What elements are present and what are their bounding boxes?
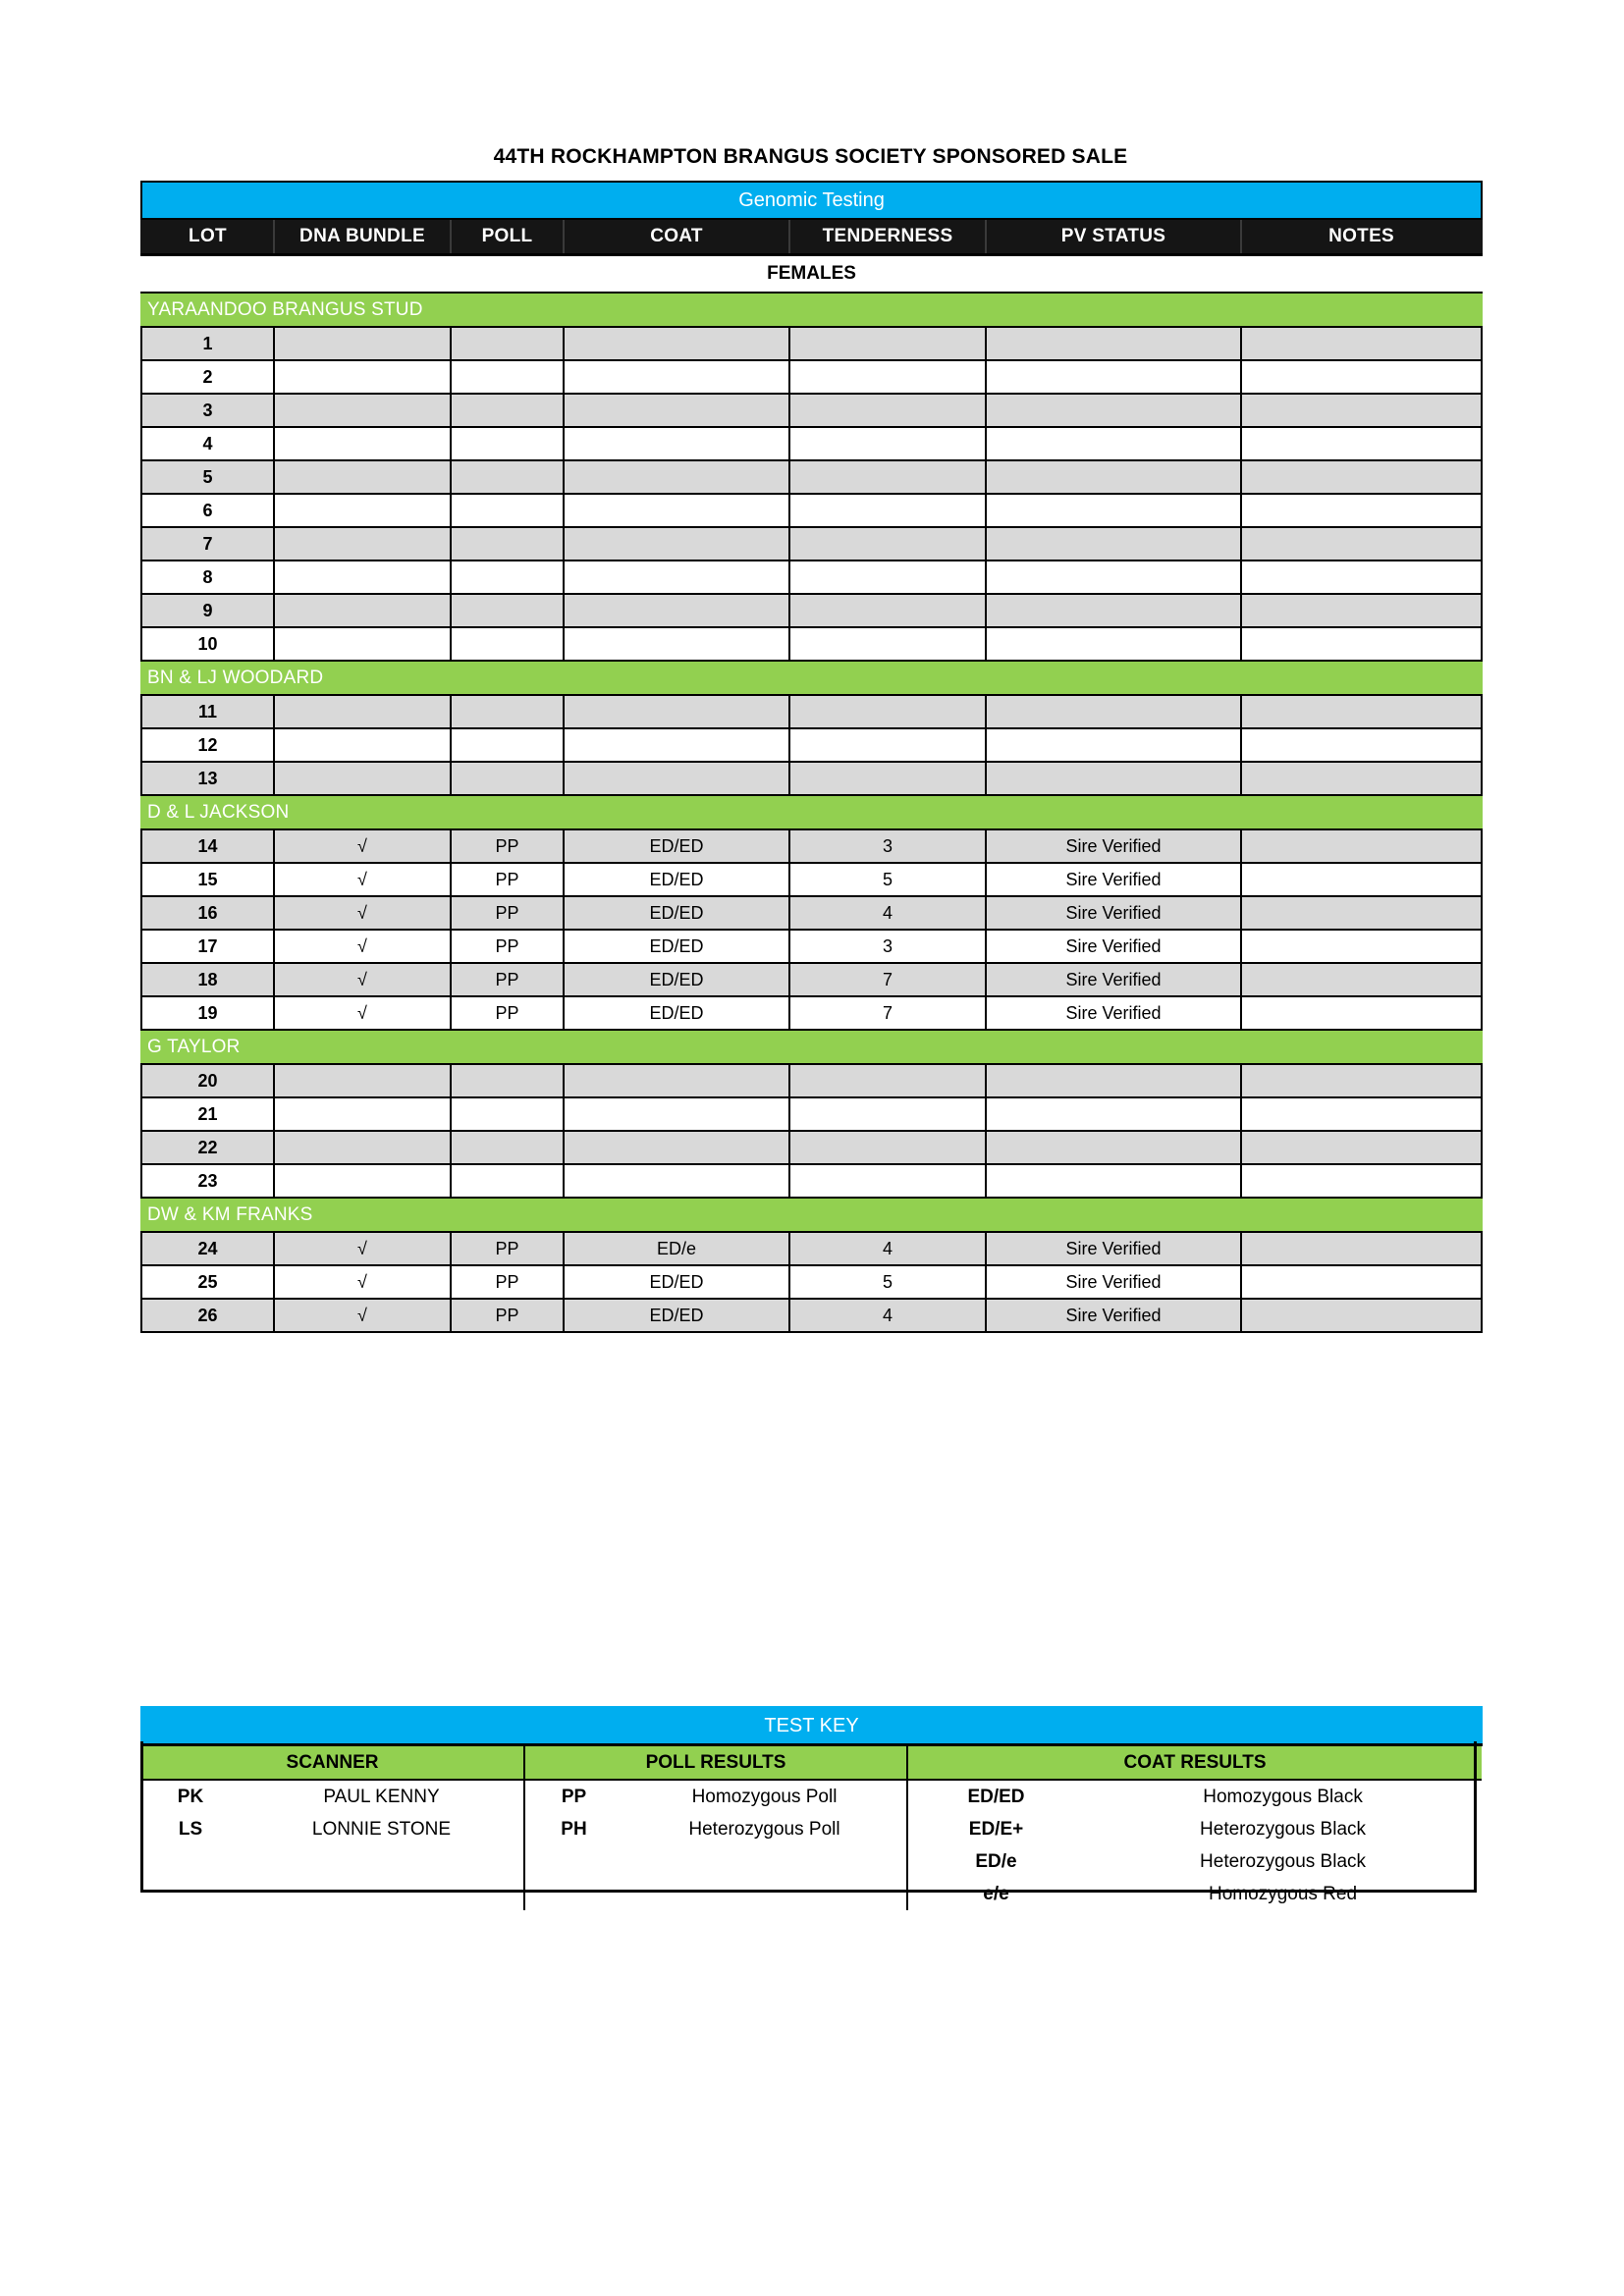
test-key-scanner-description: PAUL KENNY bbox=[240, 1780, 524, 1813]
cell-coat bbox=[564, 627, 789, 661]
vendor-header-row bbox=[141, 795, 1482, 829]
cell-dna-bundle bbox=[274, 460, 451, 494]
cell-notes bbox=[1241, 829, 1482, 863]
cell-notes bbox=[1241, 627, 1482, 661]
table-row bbox=[141, 594, 1482, 627]
column-header-poll: POLL bbox=[451, 219, 564, 255]
cell-notes bbox=[1241, 728, 1482, 762]
cell-coat bbox=[564, 1164, 789, 1198]
test-key-poll-description bbox=[623, 1878, 907, 1910]
cell-pv-status bbox=[986, 1064, 1241, 1097]
cell-tenderness bbox=[789, 762, 986, 795]
test-key-header-row bbox=[141, 1745, 1482, 1781]
test-key-coat-code: ED/E+ bbox=[907, 1813, 1084, 1845]
test-key-table bbox=[140, 1706, 1483, 1910]
cell-coat: ED/e bbox=[564, 1232, 789, 1265]
cell-poll bbox=[451, 561, 564, 594]
table-row bbox=[141, 762, 1482, 795]
cell-poll: PP bbox=[451, 863, 564, 896]
test-key-coat-description: Heterozygous Black bbox=[1084, 1813, 1482, 1845]
cell-lot: 23 bbox=[141, 1164, 274, 1198]
cell-dna-bundle: √ bbox=[274, 896, 451, 930]
table-row bbox=[141, 1064, 1482, 1097]
cell-poll: PP bbox=[451, 963, 564, 996]
table-row bbox=[141, 829, 1482, 863]
cell-notes bbox=[1241, 327, 1482, 360]
test-key-poll-code bbox=[524, 1845, 623, 1878]
cell-tenderness bbox=[789, 527, 986, 561]
cell-coat: ED/ED bbox=[564, 1299, 789, 1332]
cell-dna-bundle: √ bbox=[274, 996, 451, 1030]
cell-pv-status bbox=[986, 460, 1241, 494]
cell-pv-status bbox=[986, 427, 1241, 460]
cell-lot: 8 bbox=[141, 561, 274, 594]
table-row bbox=[141, 1164, 1482, 1198]
cell-coat bbox=[564, 460, 789, 494]
cell-tenderness: 5 bbox=[789, 863, 986, 896]
column-header-coat: COAT bbox=[564, 219, 789, 255]
table-row bbox=[141, 1265, 1482, 1299]
table-row bbox=[141, 327, 1482, 360]
cell-notes bbox=[1241, 427, 1482, 460]
test-key-poll-description bbox=[623, 1845, 907, 1878]
cell-notes bbox=[1241, 896, 1482, 930]
cell-tenderness: 4 bbox=[789, 1232, 986, 1265]
cell-notes bbox=[1241, 695, 1482, 728]
table-row bbox=[141, 896, 1482, 930]
cell-pv-status: Sire Verified bbox=[986, 829, 1241, 863]
cell-notes bbox=[1241, 527, 1482, 561]
cell-pv-status bbox=[986, 1131, 1241, 1164]
section-title-females: FEMALES bbox=[141, 255, 1482, 294]
cell-tenderness bbox=[789, 561, 986, 594]
test-key-coat-code: ED/e bbox=[907, 1845, 1084, 1878]
test-key-coat-description: Heterozygous Black bbox=[1084, 1845, 1482, 1878]
cell-pv-status bbox=[986, 695, 1241, 728]
cell-notes bbox=[1241, 1232, 1482, 1265]
cell-tenderness bbox=[789, 1131, 986, 1164]
cell-poll bbox=[451, 627, 564, 661]
test-key-poll-description: Homozygous Poll bbox=[623, 1780, 907, 1813]
table-row bbox=[141, 1232, 1482, 1265]
cell-dna-bundle bbox=[274, 561, 451, 594]
cell-tenderness bbox=[789, 427, 986, 460]
cell-notes bbox=[1241, 930, 1482, 963]
cell-notes bbox=[1241, 863, 1482, 896]
cell-pv-status: Sire Verified bbox=[986, 996, 1241, 1030]
table-row bbox=[141, 527, 1482, 561]
cell-poll bbox=[451, 594, 564, 627]
cell-coat bbox=[564, 394, 789, 427]
cell-lot: 20 bbox=[141, 1064, 274, 1097]
cell-dna-bundle: √ bbox=[274, 829, 451, 863]
test-key-header-poll: POLL RESULTS bbox=[524, 1745, 907, 1781]
cell-lot: 13 bbox=[141, 762, 274, 795]
cell-coat bbox=[564, 561, 789, 594]
cell-notes bbox=[1241, 594, 1482, 627]
cell-dna-bundle: √ bbox=[274, 1232, 451, 1265]
cell-pv-status: Sire Verified bbox=[986, 1232, 1241, 1265]
test-key-header-coat: COAT RESULTS bbox=[907, 1745, 1482, 1781]
table-row bbox=[141, 963, 1482, 996]
cell-dna-bundle bbox=[274, 627, 451, 661]
column-header-notes: NOTES bbox=[1241, 219, 1482, 255]
cell-notes bbox=[1241, 1064, 1482, 1097]
cell-lot: 9 bbox=[141, 594, 274, 627]
cell-pv-status bbox=[986, 527, 1241, 561]
cell-dna-bundle bbox=[274, 527, 451, 561]
cell-poll bbox=[451, 1064, 564, 1097]
vendor-header-row bbox=[141, 1198, 1482, 1232]
table-row bbox=[141, 394, 1482, 427]
column-header-pv-status: PV STATUS bbox=[986, 219, 1241, 255]
cell-pv-status bbox=[986, 762, 1241, 795]
cell-dna-bundle bbox=[274, 695, 451, 728]
cell-tenderness: 7 bbox=[789, 996, 986, 1030]
cell-poll bbox=[451, 728, 564, 762]
cell-notes bbox=[1241, 996, 1482, 1030]
cell-coat bbox=[564, 728, 789, 762]
cell-dna-bundle bbox=[274, 494, 451, 527]
cell-notes bbox=[1241, 762, 1482, 795]
cell-poll: PP bbox=[451, 996, 564, 1030]
cell-tenderness bbox=[789, 728, 986, 762]
test-key-poll-code: PH bbox=[524, 1813, 623, 1845]
vendor-name: G TAYLOR bbox=[141, 1030, 1482, 1064]
table-row bbox=[141, 494, 1482, 527]
cell-tenderness bbox=[789, 1064, 986, 1097]
cell-coat bbox=[564, 762, 789, 795]
cell-notes bbox=[1241, 460, 1482, 494]
test-key-row bbox=[141, 1845, 1482, 1878]
cell-poll bbox=[451, 762, 564, 795]
cell-pv-status bbox=[986, 394, 1241, 427]
cell-coat: ED/ED bbox=[564, 996, 789, 1030]
cell-lot: 3 bbox=[141, 394, 274, 427]
cell-tenderness bbox=[789, 627, 986, 661]
cell-pv-status bbox=[986, 627, 1241, 661]
cell-lot: 1 bbox=[141, 327, 274, 360]
cell-poll: PP bbox=[451, 896, 564, 930]
cell-lot: 24 bbox=[141, 1232, 274, 1265]
cell-notes bbox=[1241, 1097, 1482, 1131]
cell-coat: ED/ED bbox=[564, 1265, 789, 1299]
cell-tenderness bbox=[789, 1164, 986, 1198]
cell-tenderness: 3 bbox=[789, 930, 986, 963]
test-key-scanner-code: PK bbox=[141, 1780, 240, 1813]
vendor-name: DW & KM FRANKS bbox=[141, 1198, 1482, 1232]
cell-dna-bundle bbox=[274, 1131, 451, 1164]
test-key-row bbox=[141, 1878, 1482, 1910]
cell-notes bbox=[1241, 1131, 1482, 1164]
vendor-name: BN & LJ WOODARD bbox=[141, 661, 1482, 695]
cell-notes bbox=[1241, 394, 1482, 427]
cell-lot: 6 bbox=[141, 494, 274, 527]
cell-lot: 18 bbox=[141, 963, 274, 996]
cell-tenderness bbox=[789, 360, 986, 394]
cell-lot: 17 bbox=[141, 930, 274, 963]
cell-tenderness bbox=[789, 460, 986, 494]
cell-tenderness bbox=[789, 594, 986, 627]
test-key-banner-row bbox=[141, 1707, 1482, 1745]
cell-lot: 2 bbox=[141, 360, 274, 394]
cell-tenderness bbox=[789, 1097, 986, 1131]
cell-pv-status: Sire Verified bbox=[986, 863, 1241, 896]
genomic-banner-row bbox=[141, 182, 1482, 219]
cell-lot: 7 bbox=[141, 527, 274, 561]
vendor-header-row bbox=[141, 293, 1482, 327]
cell-notes bbox=[1241, 1299, 1482, 1332]
cell-lot: 19 bbox=[141, 996, 274, 1030]
cell-pv-status: Sire Verified bbox=[986, 896, 1241, 930]
test-key-row bbox=[141, 1780, 1482, 1813]
test-key-coat-description: Homozygous Black bbox=[1084, 1780, 1482, 1813]
column-header-row bbox=[141, 219, 1482, 255]
cell-coat: ED/ED bbox=[564, 829, 789, 863]
cell-dna-bundle: √ bbox=[274, 963, 451, 996]
column-header-lot: LOT bbox=[141, 219, 274, 255]
table-row bbox=[141, 1131, 1482, 1164]
table-row bbox=[141, 728, 1482, 762]
cell-dna-bundle bbox=[274, 1064, 451, 1097]
cell-dna-bundle: √ bbox=[274, 1299, 451, 1332]
cell-coat bbox=[564, 427, 789, 460]
cell-poll: PP bbox=[451, 1232, 564, 1265]
cell-dna-bundle bbox=[274, 427, 451, 460]
cell-coat bbox=[564, 594, 789, 627]
test-key-header-scanner: SCANNER bbox=[141, 1745, 524, 1781]
table-row bbox=[141, 561, 1482, 594]
test-key-coat-description: Homozygous Red bbox=[1084, 1878, 1482, 1910]
section-title-row bbox=[141, 255, 1482, 294]
cell-tenderness bbox=[789, 327, 986, 360]
cell-pv-status: Sire Verified bbox=[986, 930, 1241, 963]
test-key-banner-label: TEST KEY bbox=[141, 1707, 1482, 1745]
cell-notes bbox=[1241, 494, 1482, 527]
table-row bbox=[141, 1097, 1482, 1131]
cell-lot: 26 bbox=[141, 1299, 274, 1332]
column-header-dna-bundle: DNA BUNDLE bbox=[274, 219, 451, 255]
cell-tenderness bbox=[789, 494, 986, 527]
cell-lot: 10 bbox=[141, 627, 274, 661]
table-row bbox=[141, 460, 1482, 494]
cell-pv-status bbox=[986, 494, 1241, 527]
cell-dna-bundle bbox=[274, 594, 451, 627]
test-key-scanner-description: LONNIE STONE bbox=[240, 1813, 524, 1845]
cell-pv-status bbox=[986, 360, 1241, 394]
cell-poll bbox=[451, 1097, 564, 1131]
cell-dna-bundle bbox=[274, 394, 451, 427]
cell-pv-status bbox=[986, 728, 1241, 762]
cell-lot: 4 bbox=[141, 427, 274, 460]
test-key-coat-code: ED/ED bbox=[907, 1780, 1084, 1813]
cell-coat: ED/ED bbox=[564, 863, 789, 896]
cell-poll: PP bbox=[451, 1299, 564, 1332]
cell-coat: ED/ED bbox=[564, 930, 789, 963]
cell-lot: 16 bbox=[141, 896, 274, 930]
cell-notes bbox=[1241, 963, 1482, 996]
table-row bbox=[141, 695, 1482, 728]
cell-dna-bundle bbox=[274, 762, 451, 795]
cell-dna-bundle bbox=[274, 327, 451, 360]
cell-dna-bundle: √ bbox=[274, 1265, 451, 1299]
cell-tenderness: 3 bbox=[789, 829, 986, 863]
cell-poll bbox=[451, 427, 564, 460]
test-key-scanner-code bbox=[141, 1845, 240, 1878]
cell-lot: 22 bbox=[141, 1131, 274, 1164]
column-header-tenderness: TENDERNESS bbox=[789, 219, 986, 255]
cell-pv-status bbox=[986, 594, 1241, 627]
cell-coat bbox=[564, 1097, 789, 1131]
cell-poll bbox=[451, 1164, 564, 1198]
table-row bbox=[141, 863, 1482, 896]
cell-lot: 11 bbox=[141, 695, 274, 728]
cell-tenderness: 7 bbox=[789, 963, 986, 996]
test-key-row bbox=[141, 1813, 1482, 1845]
vendor-header-row bbox=[141, 661, 1482, 695]
test-key-scanner-code: LS bbox=[141, 1813, 240, 1845]
cell-tenderness bbox=[789, 695, 986, 728]
page-title: 44TH ROCKHAMPTON BRANGUS SOCIETY SPONSORED SALE bbox=[493, 145, 1128, 168]
vendor-name: D & L JACKSON bbox=[141, 795, 1482, 829]
cell-dna-bundle bbox=[274, 1164, 451, 1198]
genomic-banner-label: Genomic Testing bbox=[141, 182, 1482, 219]
cell-notes bbox=[1241, 561, 1482, 594]
cell-coat bbox=[564, 494, 789, 527]
cell-pv-status: Sire Verified bbox=[986, 1265, 1241, 1299]
cell-poll: PP bbox=[451, 829, 564, 863]
cell-pv-status bbox=[986, 1164, 1241, 1198]
cell-pv-status: Sire Verified bbox=[986, 963, 1241, 996]
cell-tenderness: 5 bbox=[789, 1265, 986, 1299]
table-row bbox=[141, 1299, 1482, 1332]
cell-lot: 25 bbox=[141, 1265, 274, 1299]
cell-lot: 14 bbox=[141, 829, 274, 863]
cell-dna-bundle bbox=[274, 360, 451, 394]
cell-notes bbox=[1241, 1265, 1482, 1299]
cell-poll bbox=[451, 460, 564, 494]
cell-poll: PP bbox=[451, 1265, 564, 1299]
cell-dna-bundle bbox=[274, 728, 451, 762]
cell-coat bbox=[564, 1131, 789, 1164]
cell-pv-status bbox=[986, 1097, 1241, 1131]
test-key-scanner-code bbox=[141, 1878, 240, 1910]
cell-dna-bundle: √ bbox=[274, 930, 451, 963]
cell-lot: 5 bbox=[141, 460, 274, 494]
vendor-header-row bbox=[141, 1030, 1482, 1064]
cell-poll bbox=[451, 360, 564, 394]
cell-poll bbox=[451, 527, 564, 561]
cell-coat: ED/ED bbox=[564, 963, 789, 996]
cell-pv-status bbox=[986, 327, 1241, 360]
test-key-poll-description: Heterozygous Poll bbox=[623, 1813, 907, 1845]
cell-pv-status bbox=[986, 561, 1241, 594]
cell-coat bbox=[564, 1064, 789, 1097]
genomic-testing-table bbox=[140, 181, 1483, 1333]
cell-lot: 15 bbox=[141, 863, 274, 896]
cell-dna-bundle bbox=[274, 1097, 451, 1131]
cell-tenderness: 4 bbox=[789, 896, 986, 930]
vendor-name: YARAANDOO BRANGUS STUD bbox=[141, 293, 1482, 327]
test-key-scanner-description bbox=[240, 1845, 524, 1878]
cell-notes bbox=[1241, 1164, 1482, 1198]
cell-coat bbox=[564, 327, 789, 360]
cell-dna-bundle: √ bbox=[274, 863, 451, 896]
cell-coat bbox=[564, 695, 789, 728]
cell-notes bbox=[1241, 360, 1482, 394]
cell-pv-status: Sire Verified bbox=[986, 1299, 1241, 1332]
cell-lot: 21 bbox=[141, 1097, 274, 1131]
table-row bbox=[141, 360, 1482, 394]
cell-coat bbox=[564, 527, 789, 561]
cell-tenderness bbox=[789, 394, 986, 427]
cell-poll bbox=[451, 494, 564, 527]
table-row bbox=[141, 996, 1482, 1030]
test-key-poll-code bbox=[524, 1878, 623, 1910]
cell-poll bbox=[451, 1131, 564, 1164]
cell-poll bbox=[451, 695, 564, 728]
test-key-coat-code: e/e bbox=[907, 1878, 1084, 1910]
cell-coat: ED/ED bbox=[564, 896, 789, 930]
table-row bbox=[141, 427, 1482, 460]
cell-poll: PP bbox=[451, 930, 564, 963]
cell-lot: 12 bbox=[141, 728, 274, 762]
cell-tenderness: 4 bbox=[789, 1299, 986, 1332]
cell-coat bbox=[564, 360, 789, 394]
cell-poll bbox=[451, 394, 564, 427]
test-key-poll-code: PP bbox=[524, 1780, 623, 1813]
test-key-scanner-description bbox=[240, 1878, 524, 1910]
table-row bbox=[141, 627, 1482, 661]
cell-poll bbox=[451, 327, 564, 360]
table-row bbox=[141, 930, 1482, 963]
